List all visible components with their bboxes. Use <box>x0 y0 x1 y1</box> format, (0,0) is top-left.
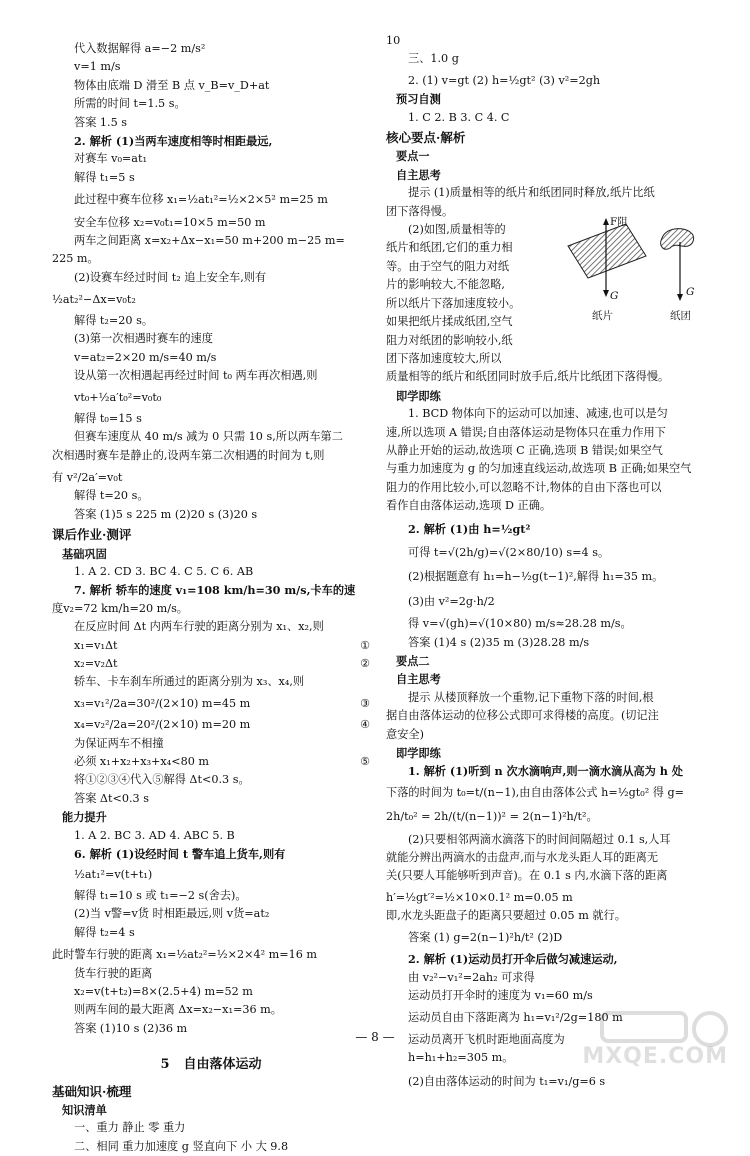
text-line: 提示 (1)质量相等的纸片和纸团同时释放,纸片比纸 <box>408 186 655 200</box>
paper-sheet-shape <box>568 224 646 278</box>
text-line: 轿车、卡车刹车所通过的距离分别为 x₃、x₄,则 <box>74 675 305 689</box>
text-line: 在反应时间 Δt 内两车行驶的距离分别为 x₁、x₂,则 <box>74 620 324 634</box>
subsection-heading: 自主思考 <box>396 167 441 182</box>
formula-line: x₂=v₂Δt ② <box>74 657 370 670</box>
text-line: 看作自由落体运动,选项 D 正确。 <box>386 499 552 513</box>
formula-line: h=h₁+h₂=305 m。 <box>408 1051 514 1065</box>
formula-line: 此时警车行驶的距离 x₁=½at₂²=½×2×4² m=16 m <box>52 948 318 962</box>
chapter-title <box>52 1056 370 1074</box>
formula-line: v=at₂=2×20 m/s=40 m/s <box>74 350 217 364</box>
text-line: 225 m。 <box>52 252 99 266</box>
formula-line: x₄=v₂²/2a=20²/(2×10) m=20 m ④ <box>74 718 370 732</box>
text-line: 解得 t=20 s。 <box>74 489 149 503</box>
text-line: 二、相同 重力加速度 g 竖直向下 小 大 9.8 <box>74 1139 289 1153</box>
answer-line: 1. C 2. B 3. C 4. C <box>408 110 510 124</box>
text-line: v=1 m/s <box>74 60 121 74</box>
text-line: 对赛车 v₀=at₁ <box>74 152 147 166</box>
text-line: 由 v₂²−v₁²=2ah₂ 可求得 <box>408 970 535 984</box>
text-line: 质量相等的纸片和纸团同时放手后,纸片比纸团下落得慢。 <box>386 370 670 384</box>
text-line: 次相遇时赛车是静止的,设两车第二次相遇的时间为 t,则 <box>52 448 325 462</box>
text-line: 下落的时间为 t₀=t/(n−1),由自由落体公式 h=½gt₀² 得 g= <box>386 785 685 799</box>
formula-line: 有 v²/2a′=v₀t <box>52 470 123 484</box>
formula-line: 必须 x₁+x₂+x₃+x₄<80 m ⑤ <box>74 755 370 769</box>
answer-line: 答案 (1) g=2(n−1)²h/t² (2)D <box>408 930 563 944</box>
caption-sheet: 纸片 <box>592 310 613 322</box>
text-line: 物体由底端 D 滑至 B 点 v_B=v_D+at <box>74 78 270 92</box>
formula-line: (2)根据题意有 h₁=h−½g(t−1)²,解得 h₁=35 m。 <box>408 570 664 584</box>
text-line: 据自由落体运动的位移公式即可求得楼的高度。(切记注 <box>386 709 659 723</box>
text-line: 解得 t₁=10 s 或 t₁=−2 s(舍去)。 <box>74 888 247 902</box>
text-line: 10 <box>386 34 401 47</box>
answer-line: 1. A 2. BC 3. AD 4. ABC 5. B <box>74 828 235 842</box>
drag-force-label: F阻 <box>610 216 628 228</box>
subsection-heading: 自主思考 <box>396 672 441 687</box>
caption-ball: 纸团 <box>670 310 691 322</box>
right-column <box>386 34 726 1091</box>
section-heading: 课后作业·测评 <box>52 527 132 543</box>
formula-line: x₁=v₁Δt ① <box>74 638 370 652</box>
formula-line: 安全车位移 x₂=v₀t₁=10×5 m=50 m <box>74 215 266 229</box>
paper-falling-figure <box>566 216 716 326</box>
text-line: 三、1.0 g <box>408 52 459 66</box>
text-line: 阻力对纸团的影响较小,纸 <box>386 333 513 347</box>
text-line: 将①②③④代入⑤解得 Δt<0.3 s。 <box>74 773 250 787</box>
text-line: 团下落加速度较大,所以 <box>386 351 502 365</box>
subsection-heading: 即学即练 <box>396 746 441 761</box>
paper-ball-shape <box>661 229 694 250</box>
text-line: 但赛车速度从 40 m/s 减为 0 只需 10 s,所以两车第二 <box>74 430 343 444</box>
subsection-heading: 预习自测 <box>396 92 441 107</box>
text-line: 片的影响较大,不能忽略, <box>386 278 505 292</box>
text-line: (2)设赛车经过时间 t₂ 追上安全车,则有 <box>74 270 267 284</box>
text-line: 提示 从楼顶释放一个重物,记下重物下落的时间,根 <box>408 690 654 704</box>
text-line: 意安全) <box>386 727 424 741</box>
formula-line: 得 v=√(gh)=√(10×80) m/s≈28.28 m/s。 <box>408 617 632 631</box>
section-heading: 基础知识·梳理 <box>52 1083 132 1099</box>
formula-line: 2h/t₀² = 2h/(t/(n−1))² = 2(n−1)²h/t²。 <box>386 810 598 824</box>
text-line: 所需的时间 t=1.5 s。 <box>74 97 186 111</box>
text-line: 货车行驶的距离 <box>74 966 153 980</box>
formula-line: h′=½gt′²=½×10×0.1² m=0.05 m <box>386 890 573 904</box>
formula-line: (3)由 v²=2g·h/2 <box>408 594 495 608</box>
text-line: 度v₂=72 km/h=20 m/s。 <box>52 601 188 615</box>
text-line: 就能分辨出两滴水的击盘声,而与水龙头距人耳的距离无 <box>386 851 659 865</box>
text-line: 纸片和纸团,它们的重力相 <box>386 241 513 255</box>
question-heading: 7. 解析 轿车的速度 v₁=108 km/h=30 m/s,卡车的速 <box>74 583 356 598</box>
text-line: (2)如图,质量相等的 <box>408 223 506 237</box>
text-line: 解得 t₀=15 s <box>74 411 142 425</box>
text-line: 阻力的作用比较小,可以忽略不计,物体的自由下落也可以 <box>386 480 662 494</box>
text-line: 代入数据解得 a=−2 m/s² <box>74 42 206 55</box>
text-line: 设从第一次相遇起再经过时间 t₀ 两车再次相遇,则 <box>74 368 318 382</box>
subsection-heading: 能力提升 <box>62 810 107 825</box>
text-line: 所以纸片下落加速度较小。 <box>386 296 521 310</box>
text-line: (3)第一次相遇时赛车的速度 <box>74 332 213 346</box>
formula-line: 2. (1) v=gt (2) h=½gt² (3) v²=2gh <box>408 73 601 87</box>
subsection-heading: 要点二 <box>396 654 430 668</box>
subsection-heading: 要点一 <box>396 149 430 164</box>
text-line: 团下落得慢。 <box>386 204 454 218</box>
text-line: 即,水龙头距盘子的距离只要超过 0.05 m 就行。 <box>386 909 626 923</box>
answer-line: 答案 (1)4 s (2)35 m (3)28.28 m/s <box>408 635 590 649</box>
text-line: 与重力加速度为 g 的匀加速直线运动,故选项 B 正确;如果空气 <box>386 462 692 476</box>
formula-line: ½at₂²−Δx=v₀t₂ <box>52 293 136 307</box>
text-line: 解得 t₁=5 s <box>74 170 135 184</box>
text-line: 运动员打开伞时的速度为 v₁=60 m/s <box>408 988 593 1002</box>
question-heading: 2. 解析 (1)由 h=½gt² <box>408 521 531 536</box>
text-line: 解得 t₂=4 s <box>74 925 135 939</box>
question-heading: 6. 解析 (1)设经时间 t 警车追上货车,则有 <box>74 847 286 862</box>
text-line: 如果把纸片揉成纸团,空气 <box>386 315 513 329</box>
left-column <box>52 40 370 1156</box>
question-heading: 2. 解析 (1)运动员打开伞后做匀减速运动, <box>408 952 618 967</box>
question-heading: 1. 解析 (1)听到 n 次水滴响声,则一滴水滴从高为 h 处 <box>408 764 683 779</box>
answer-line: 答案 (1)10 s (2)36 m <box>74 1021 188 1035</box>
figure-drawing <box>566 216 716 326</box>
text-line: (2)只要相邻两滴水滴落下的时间间隔超过 0.1 s,人耳 <box>408 832 671 846</box>
text-line: (2)当 v警=v货 时相距最远,则 v货=at₂ <box>74 907 270 921</box>
text-line: 运动员离开飞机时距地面高度为 <box>408 1032 565 1046</box>
subsection-heading: 即学即练 <box>396 388 441 403</box>
formula-line: 此过程中赛车位移 x₁=½at₁²=½×2×5² m=25 m <box>74 193 328 207</box>
chapter-number: 5 <box>160 1057 170 1073</box>
text-line: 速,所以选项 A 错误;自由落体运动是物体只在重力作用下 <box>386 425 666 439</box>
formula-line: ½at₁²=v(t+t₁) <box>74 868 153 882</box>
text-line: 解得 t₂=20 s。 <box>74 313 154 327</box>
text-line: 从静止开始的运动,故选项 C 正确,选项 B 错误;如果空气 <box>386 443 663 457</box>
text-line: 一、重力 静止 零 重力 <box>74 1121 186 1135</box>
formula-line: vt₀+½a′t₀²=v₀t₀ <box>74 391 162 405</box>
subsection-heading: 基础巩固 <box>62 546 107 561</box>
question-heading: 2. 解析 (1)当两车速度相等时相距最远, <box>74 134 273 149</box>
formula-line: 两车之间距离 x=x₂+Δx−x₁=50 m+200 m−25 m= <box>74 234 345 248</box>
formula-line: x₃=v₁²/2a=30²/(2×10) m=45 m ③ <box>74 696 370 710</box>
watermark-text: MXQE.COM <box>582 1044 728 1069</box>
text-line: 关(只要人耳能够听到声音)。在 0.1 s 内,水滴下落的距离 <box>386 869 668 883</box>
answer-line: 答案 (1)5 s 225 m (2)20 s (3)20 s <box>74 507 258 521</box>
text-line: 则两车间的最大距离 Δx=x₂−x₁=36 m。 <box>74 1003 282 1017</box>
answer-line: 答案 1.5 s <box>74 115 128 129</box>
gravity-label-sheet: G <box>610 290 619 302</box>
subsection-heading: 知识清单 <box>62 1102 107 1117</box>
chapter-name: 自由落体运动 <box>183 1057 262 1073</box>
section-heading: 核心要点·解析 <box>386 130 466 146</box>
formula-line: 可得 t=√(2h/g)=√(2×80/10) s=4 s。 <box>408 545 610 559</box>
answer-line: 1. A 2. CD 3. BC 4. C 5. C 6. AB <box>74 564 254 578</box>
text-line: 为保证两车不相撞 <box>74 736 164 750</box>
formula-line: (2)自由落体运动的时间为 t₁=v₁/g=6 s <box>408 1074 606 1088</box>
formula-line: 运动员自由下落距离为 h₁=v₁²/2g=180 m <box>408 1011 623 1025</box>
page-number: — 8 — <box>355 1030 395 1044</box>
gravity-label-ball: G <box>686 286 695 298</box>
answer-line: 答案 Δt<0.3 s <box>74 791 149 805</box>
text-line: 等。由于空气的阻力对纸 <box>386 259 510 273</box>
text-line: 1. BCD 物体向下的运动可以加速、减速,也可以是匀 <box>408 407 668 421</box>
formula-line: x₂=v(t+t₂)=8×(2.5+4) m=52 m <box>74 984 253 998</box>
